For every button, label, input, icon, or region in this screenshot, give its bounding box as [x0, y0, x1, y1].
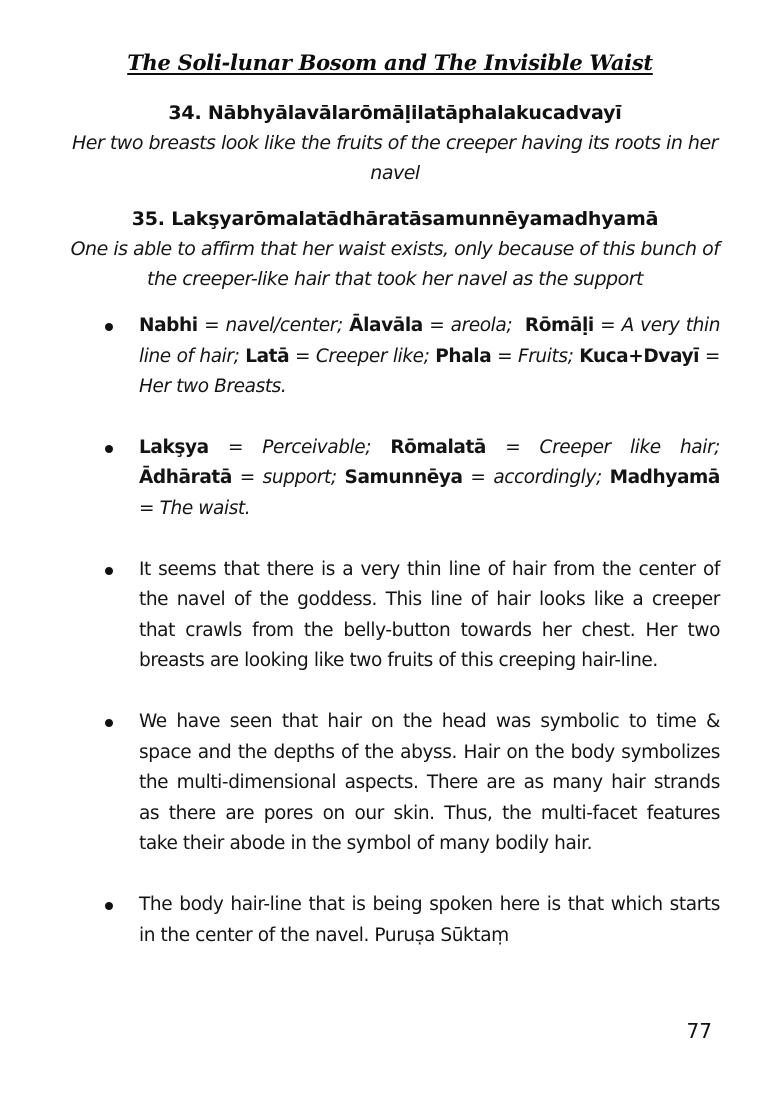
glossary-definition: Creeper like hair;	[539, 436, 721, 458]
glossary-definition: areola;	[450, 315, 513, 336]
equals-sign: =	[227, 436, 244, 458]
bullet-icon	[105, 323, 113, 331]
glossary-term: Latā	[245, 345, 290, 367]
glossary-term: Rōmāḷi	[524, 315, 594, 336]
running-title	[0, 50, 780, 75]
equals-sign: =	[294, 345, 311, 367]
glossary-term: Rōmalatā	[390, 436, 486, 458]
equals-sign: =	[470, 467, 486, 489]
commentary-paragraph	[100, 555, 720, 677]
bullet-icon	[105, 902, 113, 910]
commentary-paragraph	[100, 890, 720, 951]
glossary-definition: Fruits;	[517, 345, 574, 367]
glossary-term: Madhyamā	[609, 467, 721, 489]
bullet-icon	[105, 719, 113, 727]
glossary-definition: support;	[262, 467, 337, 489]
paragraph-text: It seems that there is a very thin line of hair from the center of the navel of the goddess. This line of hair looks like a creeper that crawls from the belly-button towards her chest. Her two breasts are looking like two fruits of this creeping hair-line.	[139, 558, 720, 672]
verse-translation: One is able to affirm that her waist exists, only because of this bunch of the creeper-like hair that took her navel as the support	[70, 238, 720, 290]
running-title-text: The Soli-lunar Bosom and The Invisible Waist	[127, 50, 653, 75]
equals-sign: =	[497, 345, 513, 367]
bullet-icon	[105, 567, 113, 575]
verse-35	[60, 204, 730, 294]
equals-sign: =	[139, 497, 155, 519]
equals-sign: =	[204, 315, 220, 336]
glossary-term: Lakşya	[139, 436, 209, 458]
equals-sign: =	[704, 345, 720, 367]
glossary-item-35	[100, 433, 720, 525]
glossary-definition: Perceivable;	[262, 436, 372, 458]
glossary-definition: accordingly;	[493, 467, 602, 489]
verse-34	[60, 98, 730, 188]
glossary-definition: The waist.	[159, 497, 251, 519]
paragraph-text: The body hair-line that is being spoken here is that which starts in the center of the navel. Puruṣa Sūktaṃ	[139, 893, 720, 946]
verse-heading: 35. Lakşyarōmalatādhāratāsamunnēyamadhyamā	[131, 208, 659, 230]
glossary-term: Samunnēya	[344, 467, 463, 489]
equals-sign: =	[505, 436, 521, 458]
glossary-term: Nabhi	[139, 315, 198, 336]
glossary-term: Ālavāla	[349, 315, 423, 336]
equals-sign: =	[239, 467, 255, 489]
glossary-definition: Her two Breasts.	[139, 376, 287, 398]
verse-translation: Her two breasts look like the fruits of the creeper having its roots in her navel	[72, 132, 718, 184]
paragraph-text: We have seen that hair on the head was symbolic to time & space and the depths of the abyss. Hair on the body symbolizes the multi-dimensional aspects. There are as many hair strands as there are pores on our skin. Thus, the multi-facet features take their abode in the symbol of many bodily hair.	[139, 710, 720, 855]
commentary-paragraph	[100, 707, 720, 860]
glossary-definition: A very thin line of hair;	[139, 315, 721, 367]
equals-sign: =	[429, 315, 445, 336]
glossary-definition: navel/center;	[225, 315, 343, 336]
equals-sign: =	[600, 315, 616, 336]
bullet-icon	[105, 445, 113, 453]
commentary-list	[100, 311, 720, 951]
page-number: 77	[686, 1019, 712, 1043]
glossary-term: Kuca+Dvayī	[579, 345, 700, 367]
glossary-term: Phala	[435, 345, 492, 367]
glossary-definition: Creeper like;	[315, 345, 430, 367]
glossary-term: Ādhāratā	[139, 467, 232, 489]
glossary-item-34	[100, 311, 720, 403]
verse-heading: 34. Nābhyālavālarōmāḷilatāphalakucadvayī	[168, 102, 622, 124]
